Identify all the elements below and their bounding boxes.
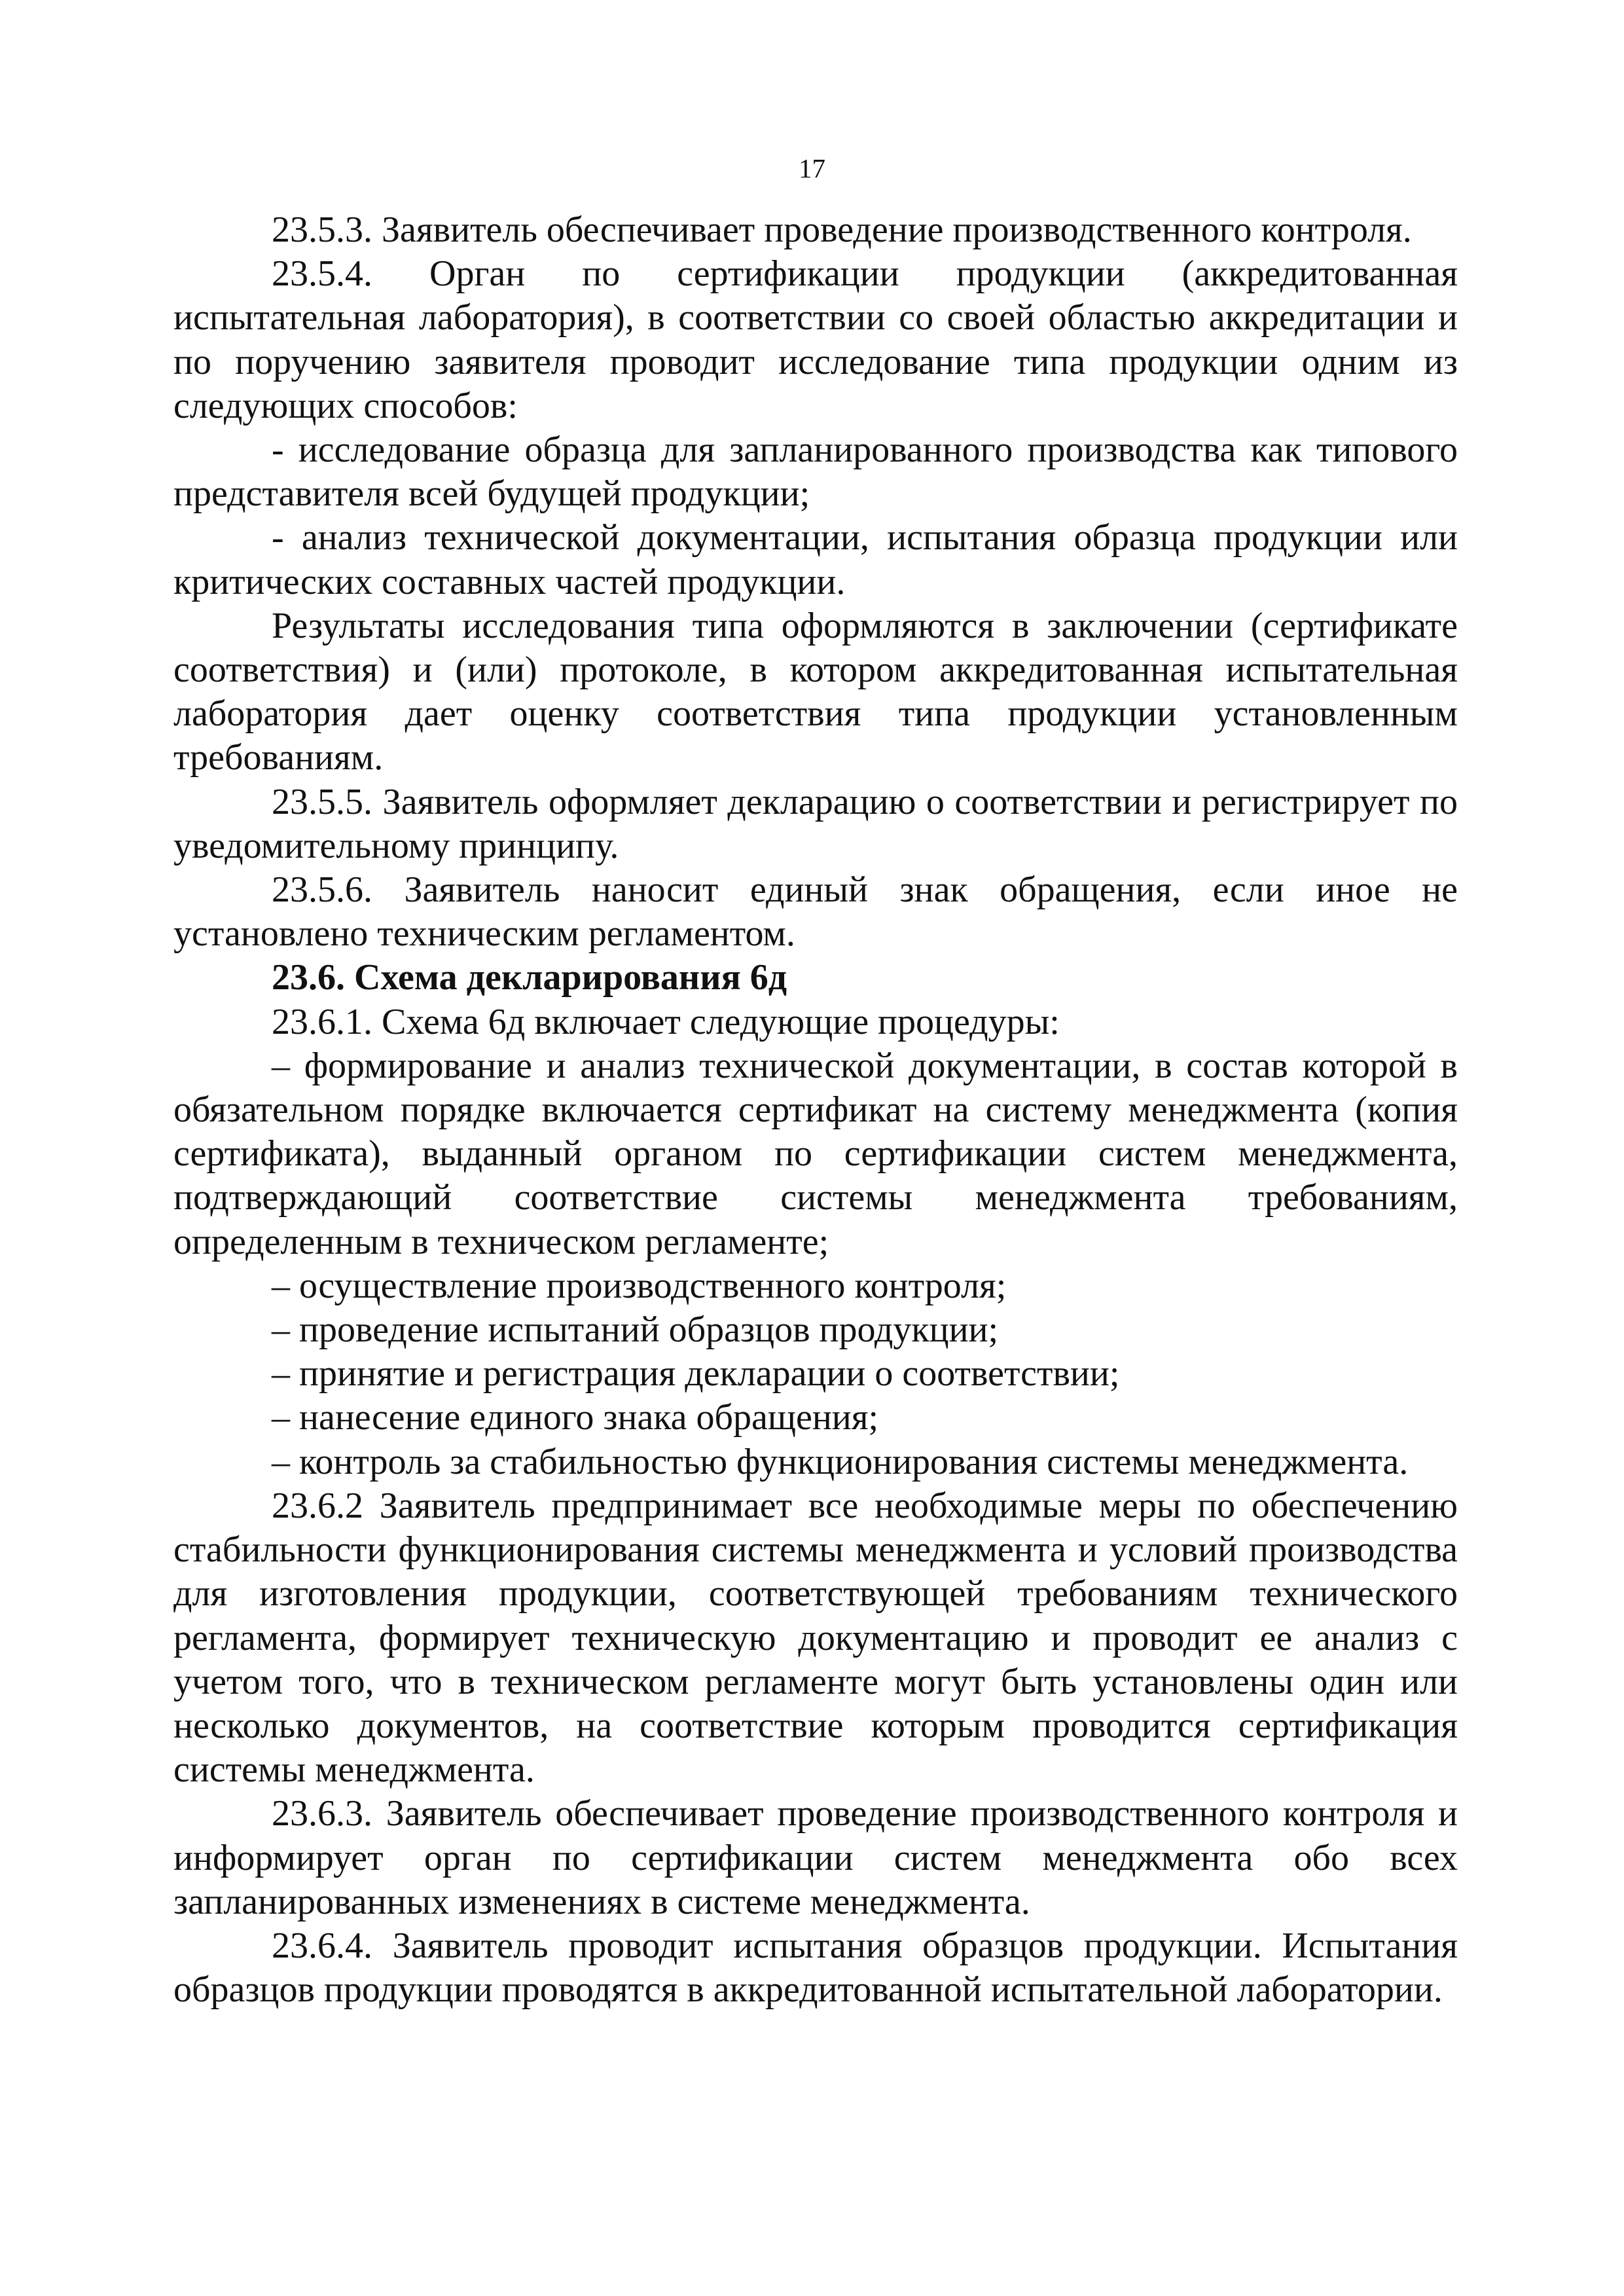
paragraph-23-5-3: 23.5.3. Заявитель обеспечивает проведение производственного контроля. xyxy=(272,210,1412,250)
list-item-stability-control: – контроль за стабильностью функционирования системы менеджмента. xyxy=(272,1441,1409,1482)
paragraph-23-5-4: 23.5.4. Орган по сертификации продукции (аккредитованная испытательная лаборатория), в соответствии со своей областью аккредитации и по поручению заявителя проводит исследование типа продукции одним из следующих способов: xyxy=(173,253,1458,426)
paragraph-23-6-3: 23.6.3. Заявитель обеспечивает проведение производственного контроля и информирует орган по сертификации систем менеджмента обо всех запланированных изменениях в системе менеджмента. xyxy=(173,1793,1458,1922)
section-heading-23-6: 23.6. Схема декларирования 6д xyxy=(272,957,787,998)
list-item-documentation-formation: – формирование и анализ технической документации, в состав которой в обязательном порядке включается сертификат на систему менеджмента (копия сертификата), выданный органом по сертификации систем менеджмента, подтверждающий соответствие системы менеджмента требованиям, определенным в техническом регламенте; xyxy=(173,1045,1458,1262)
paragraph-23-6-2: 23.6.2 Заявитель предпринимает все необходимые меры по обеспечению стабильности функционирования системы менеджмента и условий производства для изготовления продукции, соответствующей требованиям технического регламента, формирует техническую документацию и проводит ее анализ с учетом того, что в техническом регламенте могут быть установлены один или несколько документов, на соответствие которым проводится сертификация системы менеджмента. xyxy=(173,1485,1458,1791)
paragraph-23-5-6: 23.5.6. Заявитель наносит единый знак обращения, если иное не установлено техническим регламентом. xyxy=(173,869,1458,955)
document-body xyxy=(173,208,1458,2012)
paragraph-23-6-1: 23.6.1. Схема 6д включает следующие процедуры: xyxy=(272,1001,1060,1042)
page-number: 17 xyxy=(799,153,825,183)
list-item-sample-testing: – проведение испытаний образцов продукции; xyxy=(272,1309,999,1351)
paragraph-23-5-5: 23.5.5. Заявитель оформляет декларацию о соответствии и регистрирует по уведомительному принципу. xyxy=(173,781,1458,866)
list-item-production-control: – осуществление производственного контроля; xyxy=(272,1265,1007,1306)
paragraph-23-6-4: 23.6.4. Заявитель проводит испытания образцов продукции. Испытания образцов продукции проводятся в аккредитованной испытательной лаборатории. xyxy=(173,1925,1458,2011)
list-item-sample-study: - исследование образца для запланированного производства как типового представителя всей будущей продукции; xyxy=(173,429,1458,515)
list-item-declaration-registration: – принятие и регистрация декларации о соответствии; xyxy=(272,1353,1120,1394)
list-item-conformity-mark: – нанесение единого знака обращения; xyxy=(272,1397,879,1438)
list-item-documentation-analysis: - анализ технической документации, испытания образца продукции или критических составных частей продукции. xyxy=(173,517,1458,602)
paragraph-type-study-results: Результаты исследования типа оформляются в заключении (сертификате соответствия) и (или) протоколе, в котором аккредитованная испытательная лаборатория дает оценку соответствия типа продукции установленным требованиям. xyxy=(173,605,1458,778)
